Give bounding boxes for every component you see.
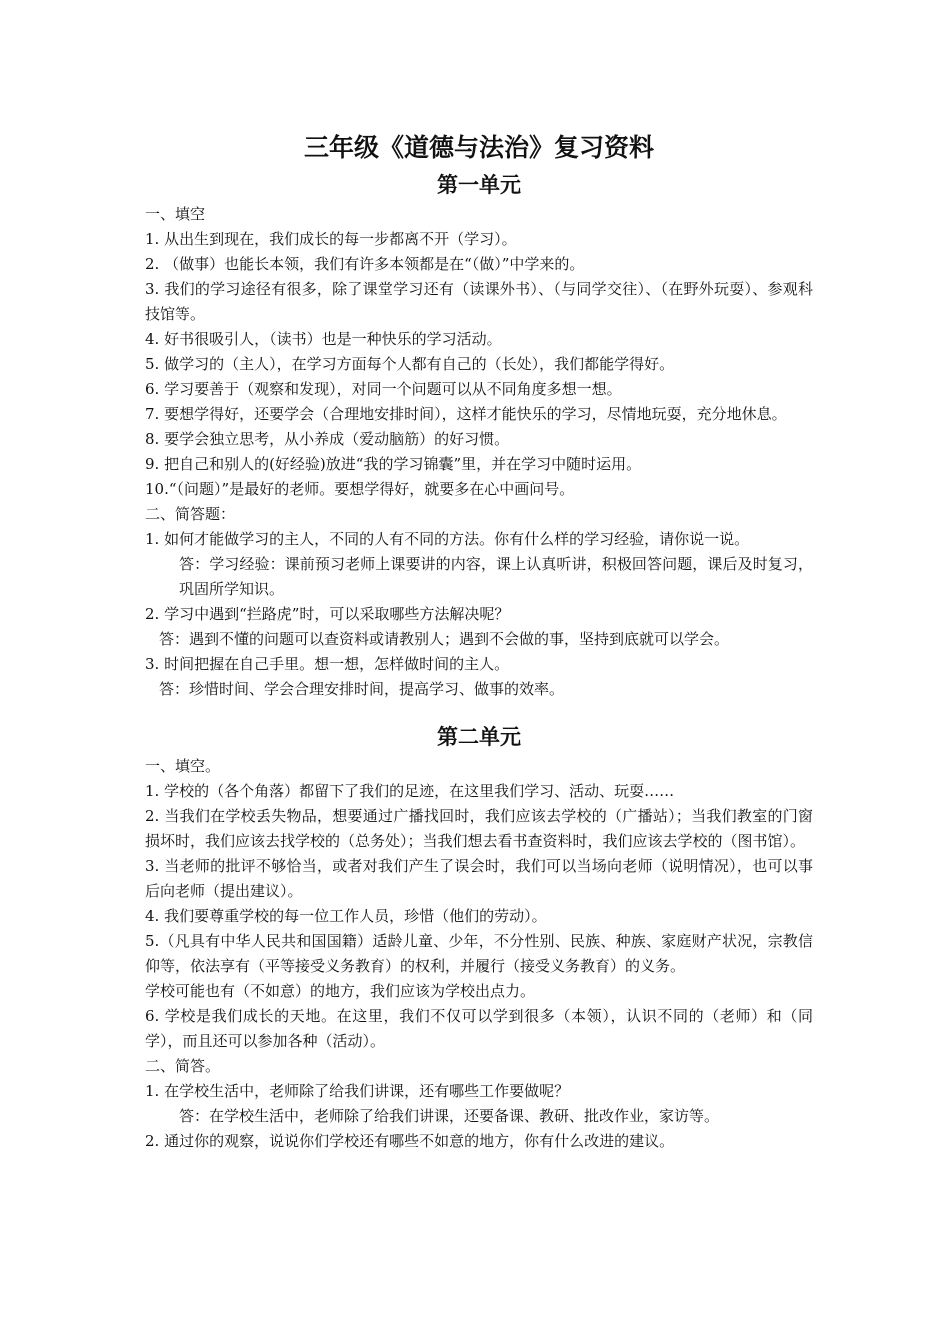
unit-2-fill-item: 学校可能也有（不如意）的地方，我们应该为学校出点力。 [145, 982, 536, 1000]
unit-1-fill-item: 10.“（问题）”是最好的老师。要想学得好，就要多在心中画问号。 [145, 480, 575, 498]
unit-1-fill-item: 8. 要学会独立思考，从小养成（爱动脑筋）的好习惯。 [145, 430, 510, 448]
unit-1-fill-item: 9. 把自己和别人的(好经验)放进“我的学习锦囊”里，并在学习中随时运用。 [145, 455, 642, 473]
unit-1-answer: 答：学习经验：课前预习老师上课要讲的内容，课上认真听讲，积极回答问题，课后及时复习，巩固所学知识。 [179, 555, 813, 598]
unit-1-fill-item: 4. 好书很吸引人，（读书）也是一种快乐的学习活动。 [145, 330, 502, 348]
unit-1-fill-heading: 一、填空 [145, 205, 206, 223]
document-title: 三年级《道德与法治》复习资料 [303, 133, 654, 162]
unit-2-fill-item: 1. 学校的（各个角落）都留下了我们的足迹，在这里我们学习、活动、玩耍…… [145, 782, 675, 800]
unit-1-title: 第一单元 [437, 172, 521, 197]
unit-1-question: 2. 学习中遇到“拦路虎”时，可以采取哪些方法解决呢？ [145, 605, 510, 623]
unit-2-answer: 答：在学校生活中，老师除了给我们讲课，还要备课、教研、批改作业，家访等。 [179, 1107, 720, 1125]
unit-2-fill-item: 5.（凡具有中华人民共和国国籍）适龄儿童、少年，不分性别、民族、种族、家庭财产状况，宗教信仰等，依法享有（平等接受义务教育）的权利，并履行（接受义务教育）的义务。 [145, 932, 813, 975]
unit-1-answer: 答：珍惜时间、学会合理安排时间，提高学习、做事的效率。 [159, 680, 565, 698]
unit-1-question: 3. 时间把握在自己手里。想一想，怎样做时间的主人。 [145, 655, 510, 673]
unit-1-fill-item: 6. 学习要善于（观察和发现），对同一个问题可以从不同角度多想一想。 [145, 380, 622, 398]
unit-2-question: 2. 通过你的观察，说说你们学校还有哪些不如意的地方，你有什么改进的建议。 [145, 1132, 675, 1150]
unit-1-fill-item: 5. 做学习的（主人），在学习方面每个人都有自己的（长处），我们都能学得好。 [145, 355, 675, 373]
unit-1-answer: 答：遇到不懂的问题可以查资料或请教别人；遇到不会做的事，坚持到底就可以学会。 [159, 630, 730, 648]
unit-1-qa-heading: 二、简答题： [145, 505, 236, 523]
unit-2-fill-item: 6. 学校是我们成长的天地。在这里，我们不仅可以学到很多（本领），认识不同的（老师）和（同学），而且还可以参加各种（活动）。 [145, 1007, 813, 1050]
unit-2-title: 第二单元 [437, 724, 521, 749]
unit-1-question: 1. 如何才能做学习的主人，不同的人有不同的方法。你有什么样的学习经验，请你说一说。 [145, 530, 750, 548]
document-page [145, 128, 813, 1154]
unit-1-fill-item: 7. 要想学得好，还要学会（合理地安排时间），这样才能快乐的学习，尽情地玩耍，充分地休息。 [145, 405, 787, 423]
unit-2-fill-heading: 一、填空。 [145, 757, 221, 775]
unit-2-fill-item: 2. 当我们在学校丢失物品，想要通过广播找回时，我们应该去学校的（广播站）；当我们教室的门窗损坏时，我们应该去找学校的（总务处）；当我们想去看书查资料时，我们应该去学校的（图书馆）。 [145, 807, 813, 850]
unit-2-fill-item: 3. 当老师的批评不够恰当，或者对我们产生了误会时，我们可以当场向老师（说明情况），也可以事后向老师（提出建议）。 [145, 857, 813, 900]
unit-1-fill-item: 2. （做事）也能长本领，我们有许多本领都是在“（做）”中学来的。 [145, 255, 585, 273]
unit-2-fill-item: 4. 我们要尊重学校的每一位工作人员，珍惜（他们的劳动）。 [145, 907, 547, 925]
unit-1-fill-item: 1. 从出生到现在，我们成长的每一步都离不开（学习）。 [145, 230, 517, 248]
unit-1-fill-item: 3. 我们的学习途径有很多，除了课堂学习还有（读课外书）、（与同学交往）、（在野外玩耍）、参观科技馆等。 [145, 280, 813, 323]
unit-2-question: 1. 在学校生活中，老师除了给我们讲课，还有哪些工作要做呢？ [145, 1082, 570, 1100]
unit-2-qa-heading: 二、简答。 [145, 1057, 221, 1075]
